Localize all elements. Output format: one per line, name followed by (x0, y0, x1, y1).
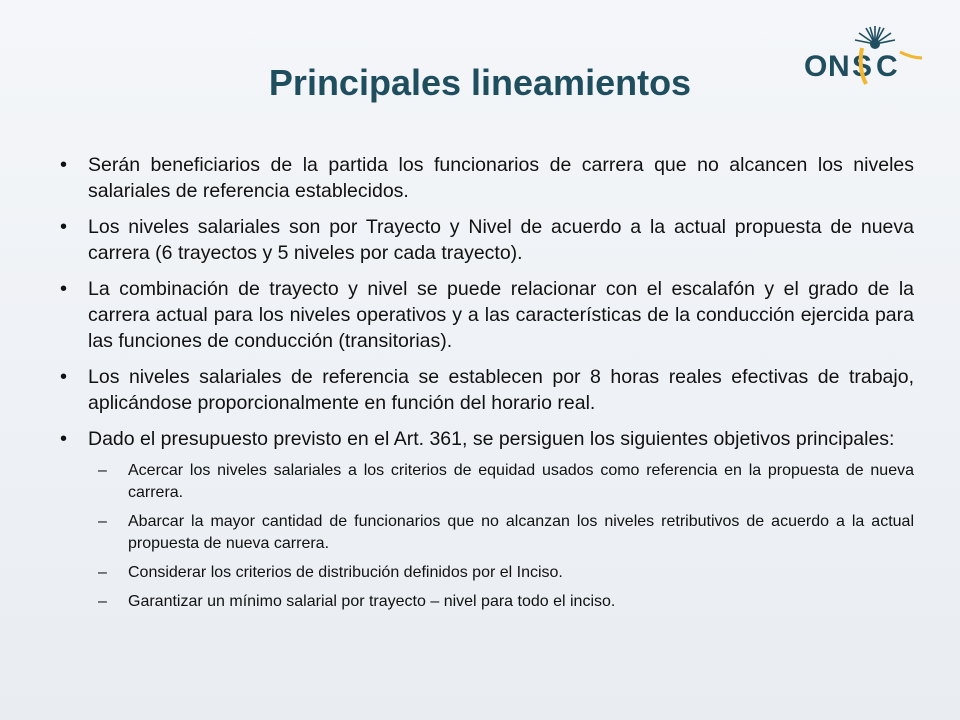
bullet-item: • Serán beneficiarios de la partida los funcionarios de carrera que no alcancen los niveles salariales de referencia establecidos. (56, 152, 914, 204)
bullet-item: • Los niveles salariales son por Trayecto y Nivel de acuerdo a la actual propuesta de nueva carrera (6 trayectos y 5 niveles por cada trayecto). (56, 214, 914, 266)
bullet-list (56, 152, 914, 613)
sub-bullet-item: – Acercar los niveles salariales a los criterios de equidad usados como referencia en la propuesta de nueva carrera. (88, 460, 914, 504)
sub-bullet-item: – Garantizar un mínimo salarial por trayecto – nivel para todo el inciso. (88, 591, 914, 613)
svg-text:C: C (876, 50, 898, 83)
svg-text:S: S (852, 50, 873, 83)
bullet-item: • Los niveles salariales de referencia se establecen por 8 horas reales efectivas de trabajo, aplicándose proporcionalmente en función del horario real. (56, 364, 914, 416)
slide-title: Principales lineamientos (268, 62, 692, 103)
bullet-content (56, 152, 914, 623)
bullet-item: • Dado el presupuesto previsto en el Art. 361, se persiguen los siguientes objetivos principales: – Acercar los niveles salariales a los criterios de equidad usados como referencia en la propuesta de nueva carrera. – Abarcar la mayor cantidad de funcionarios que no alcanzan los niveles retributivos de acuerdo a la actual propuesta de nueva carrera. – Considerar los criterios de distribución definidos por el Inciso. – Garantizar un mínimo salarial por trayecto – nivel para todo el inciso. (56, 426, 914, 613)
bullet-item: • La combinación de trayecto y nivel se puede relacionar con el escalafón y el grado de la carrera actual para los niveles operativos y a las características de la conducción ejercida para las funciones de conducción (transitorias). (56, 276, 914, 354)
onsc-logo-icon (800, 18, 930, 90)
svg-text:O: O (804, 50, 828, 83)
onsc-logo (800, 18, 930, 90)
sub-bullet-list (88, 460, 914, 613)
svg-text:N: N (828, 50, 850, 83)
sub-bullet-item: – Considerar los criterios de distribución definidos por el Inciso. (88, 562, 914, 584)
sub-bullet-item: – Abarcar la mayor cantidad de funcionarios que no alcanzan los niveles retributivos de acuerdo a la actual propuesta de nueva carrera. (88, 511, 914, 555)
